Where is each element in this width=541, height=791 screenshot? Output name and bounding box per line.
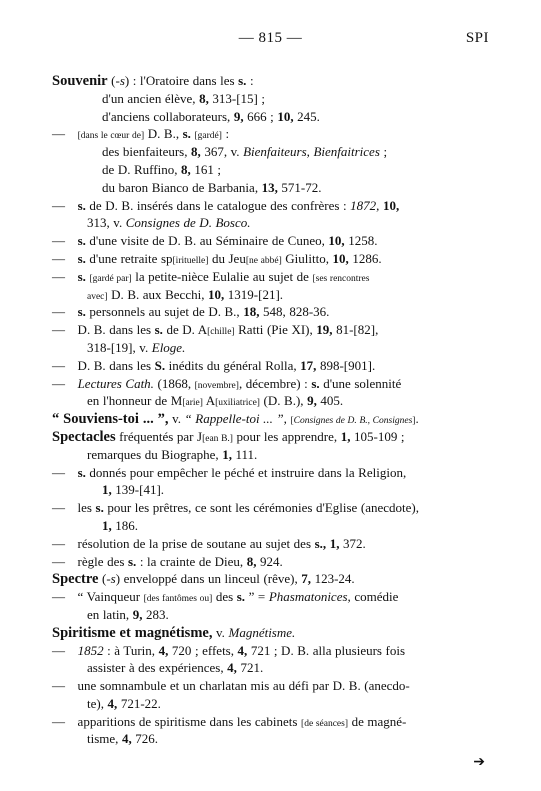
- index-line: — s. d'une retraite sp[irituelle] du Jeu[ne abbé] Giulitto, 10, 1286.: [52, 250, 382, 266]
- index-line: — 1852 : à Turin, 4, 720 ; effets, 4, 721 ; D. B. alla plusieurs fois: [52, 642, 406, 658]
- index-line: — règle des s. : la crainte de Dieu, 8, 924.: [52, 553, 283, 569]
- index-line: Souvenir (-s) : l'Oratoire dans les s. :: [52, 73, 254, 89]
- index-line: — les s. pour les prêtres, ce sont les cérémonies d'Eglise (anecdote),: [52, 500, 419, 516]
- index-line: — Lectures Cath. (1868, [novembre], décembre) : s. d'une solennité: [52, 375, 402, 391]
- index-line: — D. B. dans les S. inédits du général Rolla, 17, 898-[901].: [52, 357, 376, 373]
- index-line: — [dans le cœur de] D. B., s. [gardé] :: [52, 126, 230, 142]
- index-line: “ Souviens-toi ... ”, v. “ Rappelle-toi ... ”, [Consignes de D. B., Consignes].: [52, 411, 419, 428]
- index-line: d'un ancien élève, 8, 313-[15] ;: [102, 90, 266, 106]
- index-line: de D. Ruffino, 8, 161 ;: [102, 161, 221, 177]
- index-line: — apparitions de spiritisme dans les cabinets [de séances] de magné-: [52, 713, 407, 729]
- index-line: — s. donnés pour empêcher le péché et instruire dans la Religion,: [52, 464, 407, 480]
- running-head: SPI: [465, 30, 489, 46]
- continue-arrow-icon: ➔: [473, 755, 485, 770]
- index-line: avec] D. B. aux Becchi, 10, 1319-[21].: [87, 286, 284, 302]
- index-line: 1, 186.: [102, 517, 139, 533]
- index-line: — s. [gardé par] la petite-nièce Eulalie au sujet de [ses rencontres: [52, 268, 370, 284]
- index-line: Spectacles fréquentés par J[ean B.] pour les apprendre, 1, 105-109 ;: [52, 428, 405, 445]
- index-line: en latin, 9, 283.: [87, 606, 169, 622]
- index-line: en l'honneur de M[arie] A[uxiliatrice] (D. B.), 9, 405.: [87, 393, 344, 409]
- index-line: te), 4, 721-22.: [87, 695, 161, 711]
- index-line: — résolution de la prise de soutane au sujet des s., 1, 372.: [52, 535, 366, 551]
- index-line: 1, 139-[41].: [102, 482, 165, 498]
- page-number: — 815 —: [238, 30, 303, 46]
- index-line: 313, v. Consignes de D. Bosco.: [87, 215, 251, 231]
- index-entries: [52, 72, 492, 748]
- index-line: remarques du Biographe, 1, 111.: [87, 446, 258, 462]
- index-line: — une somnambule et un charlatan mis au défi par D. B. (anecdo-: [52, 678, 410, 694]
- index-line: assister à des expériences, 4, 721.: [87, 660, 264, 676]
- index-line: des bienfaiteurs, 8, 367, v. Bienfaiteurs, Bienfaitrices ;: [102, 144, 388, 160]
- index-line: — s. personnels au sujet de D. B., 18, 548, 828-36.: [52, 304, 330, 320]
- index-line: 318-[19], v. Eloge.: [87, 339, 186, 355]
- index-line: d'anciens collaborateurs, 9, 666 ; 10, 245.: [102, 108, 320, 124]
- index-line: — s. d'une visite de D. B. au Séminaire de Cuneo, 10, 1258.: [52, 233, 378, 249]
- index-line: Spectre (-s) enveloppé dans un linceul (rêve), 7, 123-24.: [52, 571, 355, 588]
- index-line: — s. de D. B. insérés dans le catalogue des confrères : 1872, 10,: [52, 197, 400, 213]
- index-line: — D. B. dans les s. de D. A[chille] Ratti (Pie XI), 19, 81-[82],: [52, 322, 379, 338]
- index-line: du baron Bianco de Barbania, 13, 571-72.: [102, 179, 322, 195]
- index-line: tisme, 4, 726.: [87, 731, 159, 747]
- index-line: — “ Vainqueur [des fantômes ou] des s. ” = Phasmatonices, comédie: [52, 589, 399, 605]
- index-line: Spiritisme et magnétisme, v. Magnétisme.: [52, 624, 296, 641]
